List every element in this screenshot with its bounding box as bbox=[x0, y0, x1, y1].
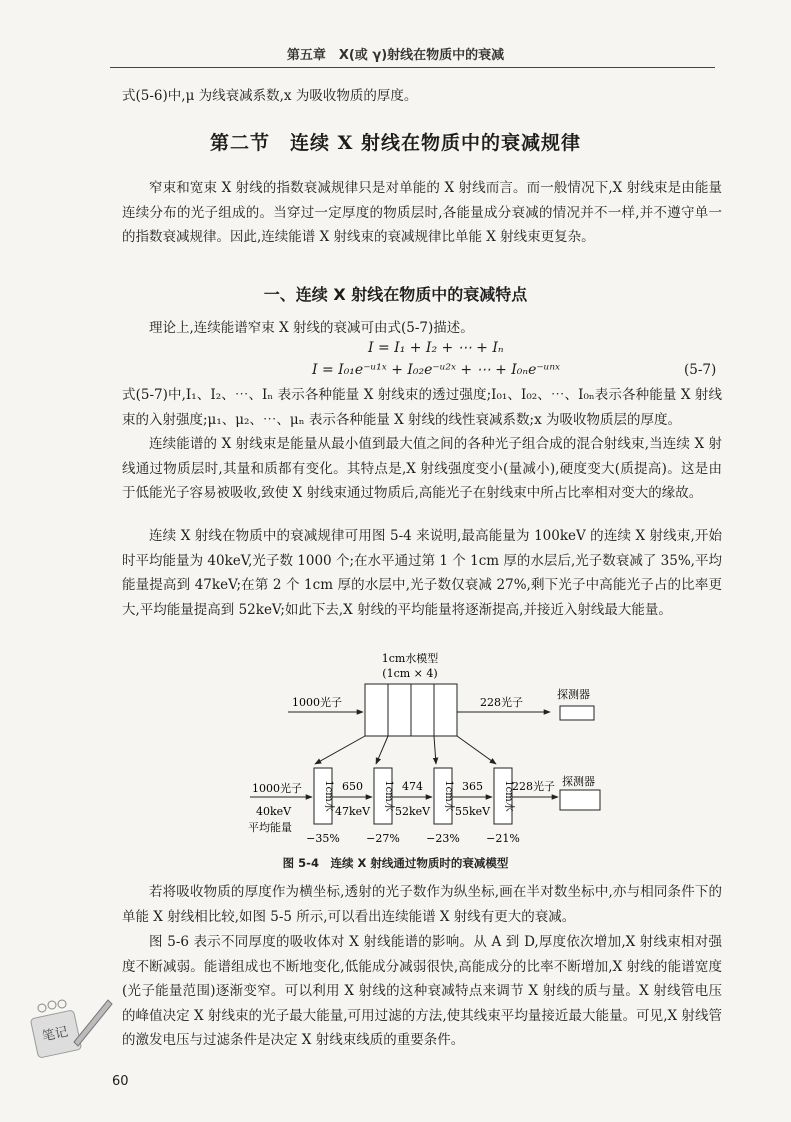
model-sublabel: (1cm × 4) bbox=[382, 667, 438, 680]
paragraph-5-block bbox=[122, 524, 722, 622]
percent-layer-2: −27% bbox=[366, 832, 400, 845]
paragraph-1-block bbox=[122, 176, 722, 250]
bottom-input-energy-label: 平均能量 bbox=[248, 821, 292, 834]
branch-line bbox=[457, 736, 496, 764]
percent-layer-4: −21% bbox=[486, 832, 520, 845]
water-layer-3-label: 1cm水 bbox=[443, 780, 454, 812]
paragraph-7: 图 5-6 表示不同厚度的吸收体对 X 射线能谱的影响。从 A 到 D,厚度依次增加,X 射线束相对强度不断减弱。能谱组成也不断地变化,低能成分减弱很快,高能成分的比率不断增加,X 射线的能谱宽度(光子能量范围)逐渐变窄。可以利用 X 射线的这种衰减特点来调节 X 射线的质与量。X 射线管电压的峰值决定 X 射线束的光子最大能量,可用过滤的方法,使其线束平均量接近最大能量。可见,X 射线管的激发电压与过滤条件是决定 X 射线束线质的重要条件。 bbox=[122, 934, 722, 1049]
top-detector-label: 探测器 bbox=[557, 688, 590, 701]
paragraph-6: 若将吸收物质的厚度作为横坐标,透射的光子数作为纵坐标,画在半对数坐标中,亦与相同条件下的单能 X 射线相比较,如图 5-5 所示,可以看出连续能谱 X 射线有更大的衰减。 bbox=[122, 884, 722, 925]
equation-1: I = I₁ + I₂ + ⋯ + Iₙ bbox=[368, 340, 504, 356]
notes-pen-icon bbox=[26, 992, 116, 1062]
energy-after-layer-3: 55keV bbox=[455, 805, 491, 818]
paragraph-5: 连续 X 射线在物质中的衰减规律可用图 5-4 来说明,最高能量为 100keV 的连续 X 射线束,开始时平均能量为 40keV,光子数 1000 个;在水平通过第 1 个 1cm 厚的水层后,光子数衰减了 35%,平均能量提高到 47keV;在第 2 个 1cm 厚的水层中,光子数仅衰减 27%,剩下光子中高能光子占的比率更大,平均能量提高到 52keV;如此下去,X 射线的平均能量将逐渐提高,并接近入射线最大能量。 bbox=[122, 528, 722, 618]
notes-logo-text: 笔记 bbox=[40, 1024, 70, 1045]
top-detector bbox=[560, 706, 594, 720]
subsection-title: 一、连续 X 射线在物质中的衰减特点 bbox=[263, 285, 528, 304]
water-layer-2-label: 1cm水 bbox=[383, 780, 394, 812]
branch-line bbox=[434, 736, 436, 764]
count-after-layer-4: 228光子 bbox=[512, 780, 555, 793]
paragraph-7-block bbox=[122, 930, 722, 1053]
count-after-layer-3: 365 bbox=[462, 780, 483, 793]
section-title: 第二节 连续 X 射线在物质中的衰减规律 bbox=[210, 132, 581, 154]
notes-logo bbox=[26, 992, 116, 1062]
intro-line-block bbox=[122, 84, 722, 109]
page-number: 60 bbox=[112, 1074, 129, 1089]
branch-line bbox=[315, 736, 365, 764]
model-label: 1cm水模型 bbox=[381, 652, 439, 665]
percent-layer-3: −23% bbox=[426, 832, 460, 845]
bottom-input-label: 1000光子 bbox=[252, 782, 302, 795]
running-header: 第五章 X(或 γ)射线在物质中的衰减 bbox=[286, 48, 505, 63]
count-after-layer-1: 650 bbox=[342, 780, 363, 793]
equation-number: (5-7) bbox=[684, 362, 717, 378]
paragraph-6-block bbox=[122, 880, 722, 929]
bottom-detector-label: 探测器 bbox=[562, 775, 595, 788]
equation-2: I = I₀₁e⁻ᵘ¹ˣ + I₀₂e⁻ᵘ²ˣ + ⋯ + I₀ₙe⁻ᵘⁿˣ bbox=[312, 362, 560, 378]
top-output-label: 228光子 bbox=[480, 696, 523, 709]
paragraph-4-block bbox=[122, 432, 722, 506]
figure-caption: 图 5-4 连续 X 射线通过物质时的衰减模型 bbox=[282, 856, 509, 870]
water-layer-1-label: 1cm水 bbox=[323, 780, 334, 812]
paragraph-4: 连续能谱的 X 射线束是能量从最小值到最大值之间的各种光子组合成的混合射线束,当连续 X 射线通过物质层时,其量和质都有变化。其特点是,X 射线强度变小(量减小),硬度变大(质提高)。这是由于低能光子容易被吸收,致使 X 射线束通过物质后,高能光子在射线束中所占比率相对变大的缘故。 bbox=[122, 436, 722, 502]
paragraph-3-block bbox=[122, 383, 722, 432]
paragraph-2-block bbox=[122, 316, 722, 341]
header-rule bbox=[110, 67, 715, 68]
branch-line bbox=[376, 736, 388, 764]
attenuation-figure bbox=[230, 640, 630, 850]
percent-layer-1: −35% bbox=[306, 832, 340, 845]
intro-line: 式(5-6)中,μ 为线衰减系数,x 为吸收物质的厚度。 bbox=[122, 88, 418, 104]
energy-after-layer-2: 52keV bbox=[395, 805, 431, 818]
top-input-label: 1000光子 bbox=[292, 696, 342, 709]
energy-after-layer-1: 47keV bbox=[335, 805, 371, 818]
bottom-input-energy: 40keV bbox=[256, 805, 292, 818]
bottom-detector bbox=[560, 790, 600, 810]
count-after-layer-2: 474 bbox=[402, 780, 423, 793]
paragraph-1: 窄束和宽束 X 射线的指数衰减规律只是对单能的 X 射线而言。而一般情况下,X 射线束是由能量连续分布的光子组成的。当穿过一定厚度的物质层时,各能量成分衰减的情况并不一样,并不遵守单一的指数衰减规律。因此,连续能谱 X 射线束的衰减规律比单能 X 射线束更复杂。 bbox=[122, 180, 722, 246]
paragraph-2: 理论上,连续能谱窄束 X 射线的衰减可由式(5-7)描述。 bbox=[149, 320, 474, 336]
water-layer-4-label: 1cm水 bbox=[503, 780, 514, 812]
paragraph-3: 式(5-7)中,I₁、I₂、⋯、Iₙ 表示各种能量 X 射线束的透过强度;I₀₁、I₀₂、⋯、I₀ₙ表示各种能量 X 射线束的入射强度;μ₁、μ₂、⋯、μₙ 表示各种能量 X 射线的线性衰减系数;x 为吸收物质层的厚度。 bbox=[122, 387, 722, 428]
